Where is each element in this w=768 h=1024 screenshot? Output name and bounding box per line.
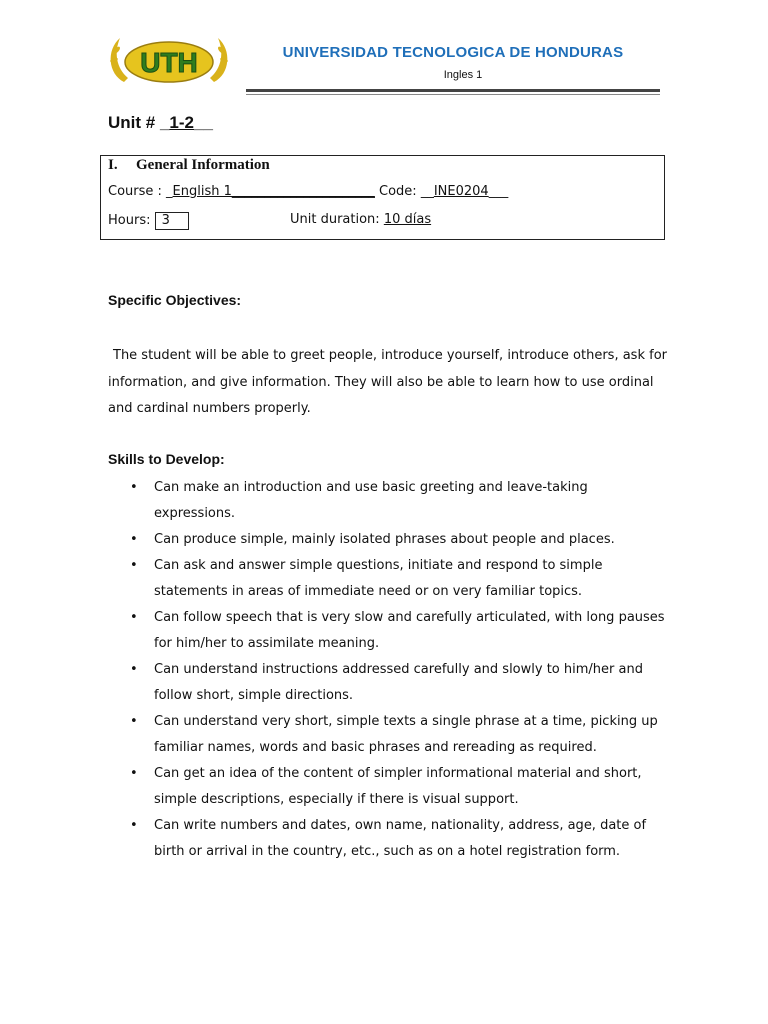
course-value: English 1______________________	[172, 184, 375, 199]
objectives-text: The student will be able to greet people, introduce yourself, introduce others, ask for information, and give information. They will also be able to learn how to use ordinal and cardinal numbers properly.	[108, 348, 667, 416]
header-rule-thin	[246, 94, 660, 95]
list-item: • Can write numbers and dates, own name, nationality, address, age, date of birth or arrival in the country, etc., such as on a hotel registration form.	[130, 818, 647, 859]
skills-heading: Skills to Develop:	[108, 451, 225, 467]
hours-value: 3	[155, 212, 189, 230]
list-item: • Can understand very short, simple texts a single phrase at a time, picking up familiar names, words and basic phrases and rereading as required.	[130, 714, 658, 755]
unit-title: Unit # _1-2__	[108, 113, 213, 132]
course-row: Course : _English 1______________________ Code: __INE0204___	[108, 184, 509, 199]
list-item: • Can understand instructions addressed carefully and slowly to him/her and follow short, simple directions.	[130, 662, 643, 703]
subject-name: Ingles 1	[443, 69, 483, 81]
list-item: • Can follow speech that is very slow and carefully articulated, with long pauses for him/her to assimilate meaning.	[130, 610, 665, 651]
list-item: • Can get an idea of the content of simpler informational material and short, simple descriptions, especially if there is visual support.	[130, 766, 642, 807]
skills-list	[108, 475, 668, 865]
uth-logo	[104, 30, 234, 90]
duration-value: 10 días	[383, 212, 432, 227]
code-value: INE0204	[433, 184, 489, 199]
general-info-title: I. General Information	[108, 157, 270, 173]
logo-text: UTH	[140, 47, 198, 78]
list-item: • Can make an introduction and use basic greeting and leave-taking expressions.	[130, 480, 588, 521]
objectives-heading: Specific Objectives:	[108, 292, 242, 308]
list-item: • Can produce simple, mainly isolated phrases about people and places.	[130, 532, 615, 547]
header-rule	[246, 89, 660, 92]
unit-duration: Unit duration: 10 días	[290, 212, 432, 227]
unit-number: 1-2	[169, 113, 194, 132]
list-item: • Can ask and answer simple questions, initiate and respond to simple statements in areas of immediate need or on very familiar topics.	[130, 558, 603, 599]
university-name: UNIVERSIDAD TECNOLOGICA DE HONDURAS	[282, 44, 624, 61]
hours-row: Hours: 3	[108, 212, 189, 230]
